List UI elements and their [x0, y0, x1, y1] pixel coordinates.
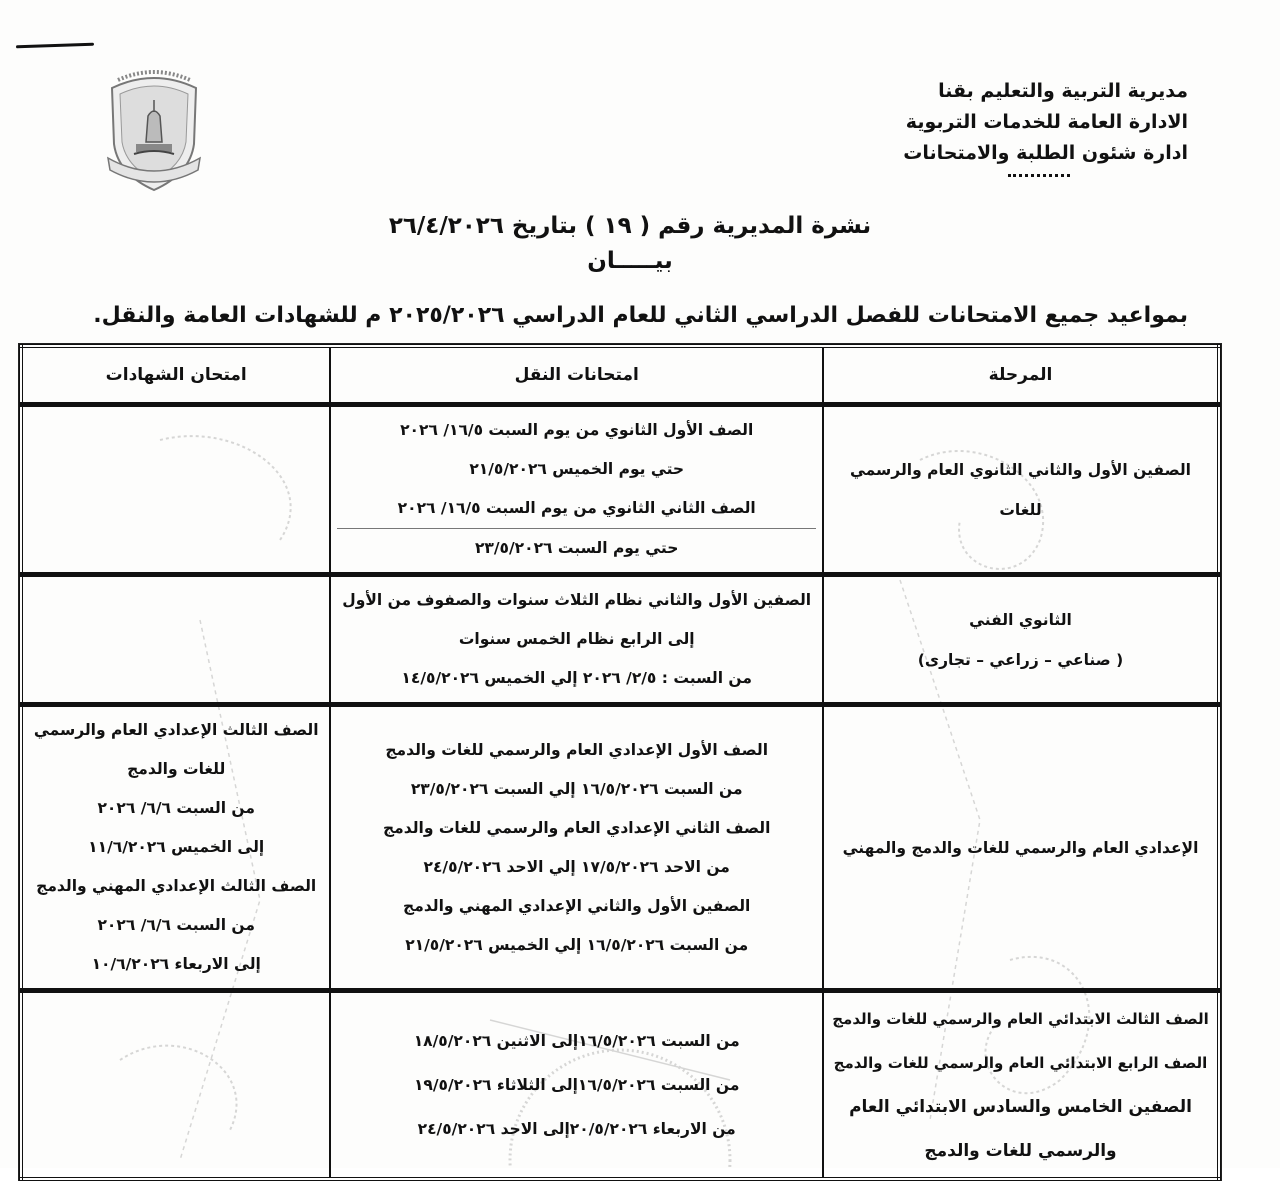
bulletin-subtitle: بيـــــان: [587, 248, 673, 274]
underline-dots: [1008, 174, 1070, 177]
table-row: [21, 705, 1219, 991]
certificate-cell: [21, 991, 330, 1180]
transfer-line: الصفين الأول والثاني الإعدادي المهني والدمج: [403, 896, 751, 915]
transfer-line: حتي يوم السبت ٢٣/٥/٢٠٢٦: [474, 539, 679, 557]
table-row: [21, 405, 1219, 575]
certificate-line: من السبت ٦/٦/ ٢٠٢٦: [97, 916, 255, 934]
table-row: [21, 575, 1219, 705]
transfer-cell: [330, 575, 823, 705]
bulletin-intro: بمواعيد جميع الامتحانات للفصل الدراسي الثاني للعام الدراسي ٢٠٢٥/٢٠٢٦ م للشهادات العامة والنقل.: [93, 303, 1188, 328]
stage-line: الصفين الأول والثاني الثانوي العام والرسمي: [849, 460, 1191, 479]
transfer-line: الصف الثاني الإعدادي العام والرسمي للغات والدمج: [382, 818, 771, 837]
transfer-line: من السبت ١٦/٥/٢٠٢٦ إلي الخميس ٢١/٥/٢٠٢٦: [405, 935, 749, 954]
stage-cell: [823, 405, 1219, 575]
header-certificate-exams: امتحان الشهادات: [21, 346, 330, 405]
header-transfer-exams: امتحانات النقل: [330, 346, 823, 405]
transfer-line: من السبت ١٦/٥/٢٠٢٦إلى الثلاثاء ١٩/٥/٢٠٢٦: [413, 1076, 740, 1094]
stage-line: للغات: [999, 500, 1042, 519]
transfer-line: من الاربعاء ٢٠/٥/٢٠٢٦إلى الاحد ٢٤/٥/٢٠٢٦: [417, 1120, 736, 1138]
stage-cell: [823, 575, 1219, 705]
certificate-line: الصف الثالث الإعدادي المهني والدمج: [36, 877, 317, 895]
transfer-line: إلى الرابع نظام الخمس سنوات: [458, 630, 695, 648]
stage-line: الإعدادي العام والرسمي للغات والدمج والمهني: [842, 838, 1199, 857]
certificate-line: من السبت ٦/٦/ ٢٠٢٦: [97, 799, 255, 817]
header-line-department-text: ادارة شئون الطلبة والامتحانات: [903, 142, 1188, 164]
certificate-cell: [21, 705, 330, 991]
transfer-line: من السبت ١٦/٥/٢٠٢٦إلى الاثنين ١٨/٥/٢٠٢٦: [413, 1032, 740, 1050]
transfer-line: من الاحد ١٧/٥/٢٠٢٦ إلي الاحد ٢٤/٥/٢٠٢٦: [423, 857, 730, 876]
stage-line: الصف الثالث الابتدائي العام والرسمي للغات والدمج: [832, 1010, 1209, 1028]
ministry-emblem-icon: [98, 66, 210, 198]
directorate-header: [868, 76, 1188, 169]
certificate-line: إلى الخميس ١١/٦/٢٠٢٦: [88, 838, 265, 856]
transfer-cell: [330, 705, 823, 991]
table-row: [21, 991, 1219, 1180]
transfer-line: من السبت ١٦/٥/٢٠٢٦ إلي السبت ٢٣/٥/٢٠٢٦: [410, 779, 743, 798]
transfer-line: الصفين الأول والثاني نظام الثلاث سنوات والصفوف من الأول: [342, 591, 812, 609]
stage-line: ( صناعي – زراعي – تجارى): [917, 650, 1124, 669]
stage-line: الثانوي الفني: [969, 610, 1072, 629]
stage-line: والرسمي للغات والدمج: [924, 1141, 1117, 1161]
header-line-department: [868, 138, 1188, 169]
header-line-administration: الادارة العامة للخدمات التربوية: [905, 111, 1188, 133]
table-header-row: [21, 346, 1219, 405]
transfer-line: حتي يوم الخميس ٢١/٥/٢٠٢٦: [469, 460, 685, 478]
stage-cell: [823, 705, 1219, 991]
header-stage: المرحلة: [823, 346, 1219, 405]
transfer-line: الصف الأول الإعدادي العام والرسمي للغات والدمج: [385, 740, 769, 759]
stage-cell: [823, 991, 1219, 1180]
transfer-line: الصف الثاني الثانوي من يوم السبت ١٦/٥/ ٢٠٢٦: [337, 489, 816, 529]
bulletin-title: نشرة المديرية رقم ( ١٩ ) بتاريخ ٢٦/٤/٢٠٢٦: [388, 213, 872, 239]
certificate-line: للغات والدمج: [127, 760, 226, 778]
bulletin-title-block: [0, 208, 1260, 278]
exam-schedule-table: [19, 344, 1221, 1181]
certificate-line: الصف الثالث الإعدادي العام والرسمي: [33, 721, 319, 739]
corner-mark: [16, 43, 94, 49]
certificate-cell: [21, 575, 330, 705]
transfer-line: من السبت : ٢/٥/ ٢٠٢٦ إلي الخميس ١٤/٥/٢٠٢٦: [401, 669, 752, 687]
certificate-cell: [21, 405, 330, 575]
stage-line: الصفين الخامس والسادس الابتدائي العام: [849, 1097, 1192, 1117]
transfer-cell: [330, 405, 823, 575]
transfer-line: الصف الأول الثانوي من يوم السبت ١٦/٥/ ٢٠٢٦: [400, 421, 754, 439]
stage-line: الصف الرابع الابتدائي العام والرسمي للغات والدمج: [833, 1054, 1208, 1072]
certificate-line: إلى الاربعاء ١٠/٦/٢٠٢٦: [91, 955, 261, 973]
transfer-cell: [330, 991, 823, 1180]
header-line-directorate: مديرية التربية والتعليم بقنا: [938, 80, 1188, 102]
